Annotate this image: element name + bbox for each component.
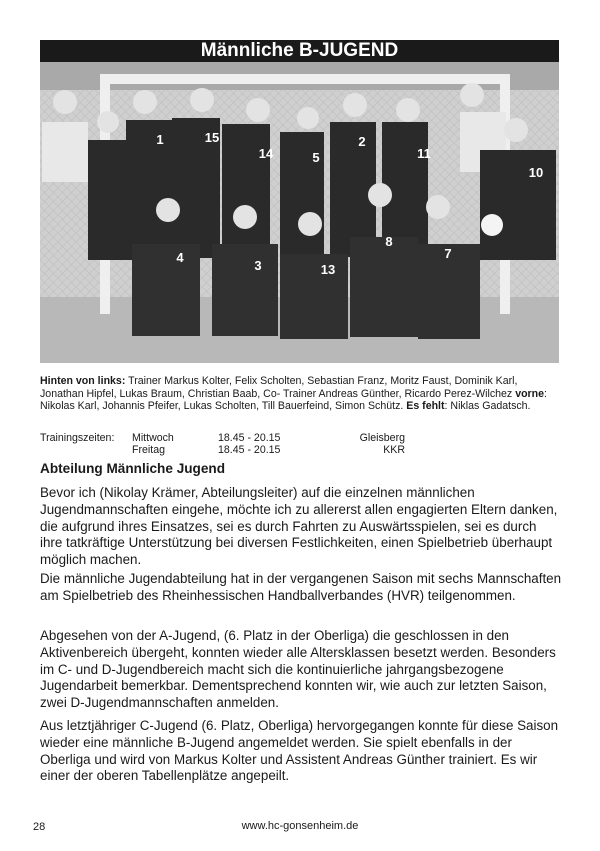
jersey-number: 7 bbox=[444, 246, 452, 261]
jersey-number: 14 bbox=[258, 146, 274, 161]
caption-back-label: Hinten von links: bbox=[40, 375, 126, 387]
jersey-number: 3 bbox=[254, 258, 262, 273]
training-label: Trainingszeiten: bbox=[40, 432, 115, 444]
website-url: www.hc-gonsenheim.de bbox=[241, 820, 359, 832]
training-row bbox=[40, 432, 440, 444]
paragraph: Abgesehen von der A-Jugend, (6. Platz in der Oberliga) die geschlossen in den Aktivenbereich übergeht, konnten wieder alle Altersklassen besetzt werden. Besonders im C- und D-Jugendbereich macht sich die kontinuierliche jahrgangsbezogene Jugendarbeit bemerkbar. Dementsprechend konnten wir, wie auch zur letzten Saison, zwei D-Jugendmannschaften anmelden. bbox=[40, 628, 556, 711]
team-photo-illustration bbox=[40, 62, 559, 363]
jersey-number: 8 bbox=[385, 234, 393, 249]
paragraph: Bevor ich (Nikolay Krämer, Abteilungsleiter) auf die einzelnen männlichen Jugendmannschaften eingehe, möchte ich zu allererst allen engagierten Eltern danken, die aufgrund ihres Einsatzes, sei es durch Fahrten zu Auswärtsspielen, sei es durch ihre tatkräftige Unterstützung bei diversen Festlichkeiten, einen Spielbetrieb überhaupt möglich machen. bbox=[40, 485, 558, 568]
jersey-number: 2 bbox=[358, 134, 366, 149]
caption-missing-text: : Niklas Gadatsch. bbox=[444, 400, 531, 413]
page-number: 28 bbox=[33, 821, 46, 833]
caption-missing-label: Es fehlt bbox=[406, 400, 445, 413]
caption-back-text: Trainer Markus Kolter, Felix Scholten, Sebastian Franz, Moritz Faust, Dominik Karl, Jonathan Hipfel, Lukas Braum, Christian Baab, Co- Trainer Andreas Günther, Ricardo Perez-Wilchez bbox=[40, 375, 518, 400]
jersey-number: 4 bbox=[176, 250, 184, 265]
page-title: Männliche B-JUGEND bbox=[40, 40, 559, 62]
training-day: Mittwoch bbox=[132, 432, 174, 444]
training-place: Gleisberg bbox=[359, 432, 405, 444]
jersey-number: 10 bbox=[528, 165, 544, 180]
paragraph: Die männliche Jugendabteilung hat in der vergangenen Saison mit sechs Mannschaften am Spielbetrieb des Rheinhessischen Handballverbandes (HVR) teilgenommen. bbox=[40, 571, 562, 603]
jersey-number: 13 bbox=[320, 262, 336, 277]
training-times bbox=[40, 432, 440, 457]
caption-front-text: : Nikolas Karl, Johannis Pfeifer, Lukas Scholten, Till Bauerfeind, Simon Schütz. bbox=[40, 387, 547, 413]
training-place: KKR bbox=[383, 444, 405, 457]
team-photo bbox=[40, 62, 559, 363]
jersey-number: 1 bbox=[156, 132, 164, 147]
photo-caption bbox=[40, 375, 562, 413]
training-time: 18.45 - 20.15 bbox=[218, 432, 281, 444]
paragraph: Aus letztjähriger C-Jugend (6. Platz, Oberliga) hervorgegangen konnte für diese Saison wieder eine männliche B-Jugend angemeldet werden. Sie spielt ebenfalls in der Oberliga und wird von Markus Kolter und Assistent Andreas Günther trainiert. Es wir einer der oberen Tabellenplätze angepeilt. bbox=[40, 718, 559, 784]
section-heading: Abteilung Männliche Jugend bbox=[40, 461, 226, 476]
jersey-number: 11 bbox=[417, 146, 431, 161]
caption-front-label: vorne bbox=[515, 387, 545, 400]
jersey-number: 5 bbox=[312, 150, 320, 165]
training-row bbox=[40, 444, 440, 456]
training-time: 18.45 - 20.15 bbox=[218, 444, 281, 457]
training-day: Freitag bbox=[132, 444, 165, 457]
jersey-number: 15 bbox=[204, 130, 220, 145]
